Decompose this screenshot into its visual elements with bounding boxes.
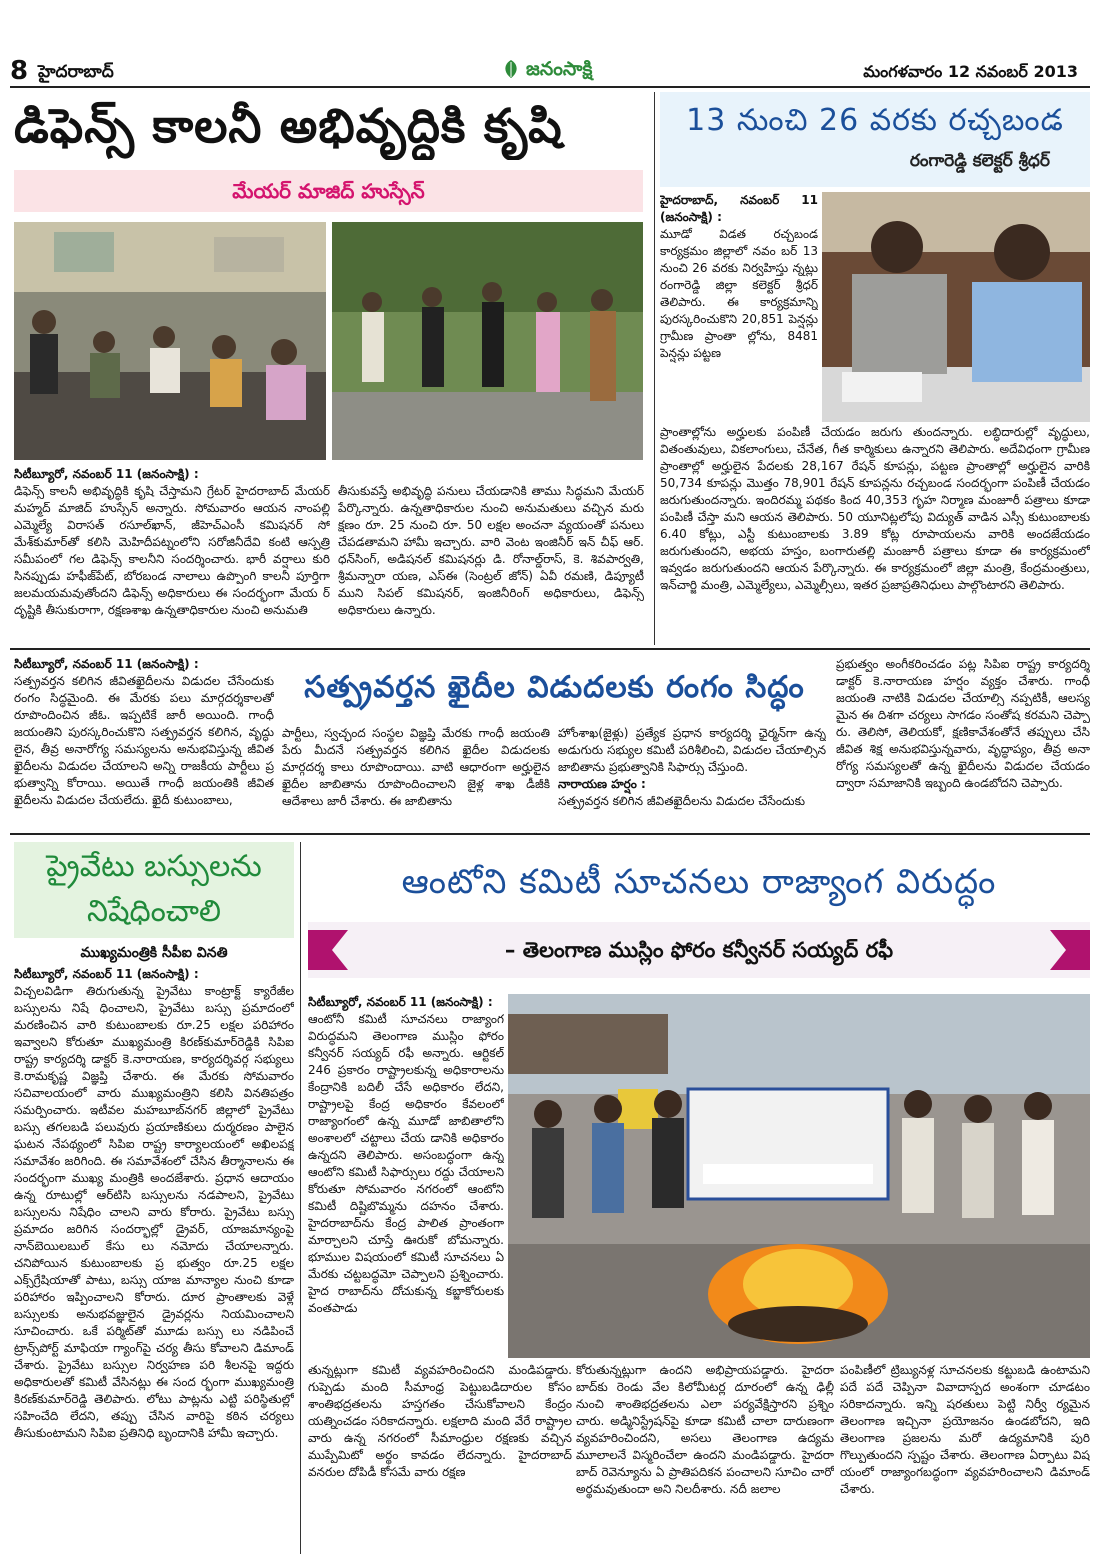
story1-subhead-band [14, 170, 643, 212]
story3-col2 [282, 725, 550, 825]
story1-col2 [338, 483, 644, 638]
story5-dateline: సిటీబ్యూరో, నవంబర్ 11 (జనంసాక్షి) : [308, 995, 493, 1009]
story1-photo-site-visit [332, 222, 643, 460]
leaf-icon [500, 58, 522, 80]
story3-col4 [836, 656, 1090, 826]
story2-body-narrow: మూడో విడత రచ్చబండ కార్యక్రమం జిల్లాలో నవం బర్ 13 నుంచి 26 వరకు నిర్వహిస్తు న్నట్లు రంగారెడ్డి జిల్లా కలెక్టర్ శ్రీధర్ తెలిపారు. ఈ కార్యక్రమాన్ని పురస్కరించుకొని 20,851 పెన్షన్లు గ్రామీణ ప్రాంతా ల్లోను, 8481 పెన్షన్లు పట్టణ [660, 227, 818, 360]
story3-body-col3b: సత్ప్రవర్తన కలిగిన జీవితఖైదీలను విడుదల చేసేందుకు [558, 794, 805, 808]
story3-headline: సత్ప్రవర్తన ఖైదీల విడుదలకు రంగం సిద్ధం [304, 670, 805, 705]
story2-photo-collector [822, 192, 1090, 422]
story4-headline-line1: ప్రైవేటు బస్సులను [46, 849, 262, 884]
story5-subhead-band [308, 922, 1090, 978]
city-name: హైదరాబాద్ [38, 62, 114, 82]
story2-header-band [660, 92, 1090, 187]
story4-col [14, 966, 294, 1552]
story1-subhead: మేయర్ మాజిద్ హుస్సేన్ [232, 179, 425, 203]
story2-wide-col [660, 424, 1090, 640]
story4-dateline: సిటీబ్యూరో, నవంబర్ 11 (జనంసాక్షి) : [14, 967, 199, 981]
story3-col1 [14, 656, 274, 826]
story4-box [14, 842, 294, 1552]
paper-name: జనంసాక్షి [526, 58, 593, 80]
story3-col3 [558, 725, 826, 825]
story1-body-col1: డిఫెన్స్ కాలనీ అభివృద్ధికి కృషి చేస్తామని గ్రేటర్ హైదరాబాద్ మేయర్ మహ్మద్ మాజిద్ హుస్సేన్ అన్నారు. సోమవారం ఆయన నాంపల్లి ఎమ్మెల్యే విరాసత్ రసూల్‌ఖాన్, జీహెచ్ఎంసీ కమిషనర్ సో మేశ్‌కుమార్‌తో కలిసి మెహిదీపట్నంలోని సరోజినీదేవి కంటి ఆస్పత్రి సమీపంలో గల డిఫెన్స్ కాలనీని సందర్శించారు. భారీ వర్షాలు కురి సినప్పుడు హఫీజ్‌పేట్, బోరబండ నాలాలు ఉప్పొంగి కాలనీ పూర్తిగా జలమయమవుతోందని డిఫెన్స్ అధికారులు ఈ సందర్భంగా మేయ ర్ దృష్టికి తీసుకురాగా, రక్షణశాఖ ఉన్నతాధికారుల నుంచి అనుమతి [14, 484, 330, 617]
story4-headline-line2: నిషేధించాలి [87, 894, 221, 929]
story5-subhead: – తెలంగాణ ముస్లిం ఫోరం కన్వీనర్ సయ్యద్ రఫీ [504, 938, 894, 962]
story2-headline: 13 నుంచి 26 వరకు రచ్చబండ [686, 103, 1064, 138]
story3-body-col1: సత్ప్రవర్తన కలిగిన జీవితఖైదీలను విడుదల చేసేందుకు రంగం సిద్ధమైంది. ఈ మేరకు పలు మార్గదర్శకాలతో రూపొందించిన జీఓ. ఇప్పటికే జారీ అయింది. గాంధీ జయంతిని పురస్కరించుకొని సత్ప్రవర్తన కలిగిన, వృద్ధు లైన, తీవ్ర అనారోగ్య సమస్యలను అనుభవిస్తున్న జీవిత ఖైదీలను విడుదల చేయాలని అన్ని రాజకీయ పార్టీలు ప్ర భుత్వాన్ని కోరాయి. అయితే గాంధీ జయంతికి జీవిత ఖైదీలను విడుదల చేయలేదు. ఖైదీ కుటుంబాలు, [14, 674, 274, 807]
story5-headline: ఆంటోని కమిటీ సూచనలు రాజ్యాంగ విరుద్ధం [401, 862, 997, 902]
ribbon-right-icon [1050, 930, 1090, 970]
masthead-rule [10, 86, 1090, 88]
story5-body-col1-top: ఆంటోనీ కమిటీ సూచనలు రాజ్యాంగ విరుద్ధమని తెలంగాణ ముస్లిం ఫోరం కన్వీనర్ సయ్యద్ రఫీ అన్నారు. ఆర్టికల్ 246 ప్రకారం రాష్ట్రాలకున్న అధికారాలను కేంద్రానికి బదిలీ చేసే అధికారం లేదని, రాష్ట్రాలపై కేంద్ర అధికారం కేవలంలో రాజ్యాంగంలో ఉన్న మూడో జాబితాలోని అంశాలలో చట్టాలు చేయ డానికి అధికారం ఉన్నదని తెలిపారు. అసంబద్ధంగా ఉన్న ఆంటోని కమిటీ సిఫార్సులు రద్దు చేయాలని కోరుతూ సోమవారం నగరంలో ఆంటోని కమిటీ దిష్టిబొమ్మను దహనం చేశారు. హైదరాబాద్‌ను కేంద్ర పాలిత ప్రాంతంగా మార్చాలని చూస్తే ఊరుకో బోమన్నారు. భూముల విషయంలో కమిటీ సూచనలు ఏ మేరకు చట్టబద్ధమో చెప్పాలని ప్రశ్నించారు. హైద రాబాద్‌ను దోచుకున్న కబ్జాకోరులకు వంతపాడు [308, 1012, 504, 1315]
story3-body-col2: పార్టీలు, స్వచ్ఛంద సంస్థల విజ్ఞప్తి మేరకు గాంధీ జయంతి పేరు మీదనే సత్ప్రవర్తన కలిగిన ఖైదీల విడుదలకు మార్గదర్శ కాలు రూపొందాయి. వాటి ఆధారంగా అర్హులైన ఖైదీల జాబితాను రూపొందించాలని జైళ్ల శాఖ డీజీకి ఆదేశాలు జారీ చేశారు. ఈ జాబితాను [282, 726, 550, 808]
section-rule-1 [10, 648, 1090, 650]
story1-col1 [14, 466, 330, 638]
story3-dateline: సిటీబ్యూరో, నవంబర్ 11 (జనంసాక్షి) : [14, 657, 199, 671]
story4-subhead: ముఖ్యమంత్రికి సీపీఐ వినతి [80, 945, 228, 961]
story1-headline: డిఫెన్స్ కాలనీ అభివృద్ధికి కృషి [14, 99, 563, 154]
story5-col2 [576, 1362, 834, 1552]
masthead [10, 58, 1090, 88]
column-rule-bottom [300, 842, 301, 1554]
story5-photo-protest [508, 994, 1090, 1358]
story2-subhead: రంగారెడ్డి కలెక్టర్ శ్రీధర్ [909, 151, 1050, 171]
story3-body-col3a: హోంశాఖ(జైళ్లు) ప్రత్యేక ప్రధాన కార్యదర్శి ఛైర్మన్‌గా ఉన్న అడుగురు సభ్యుల కమిటీ పరిశీలించి, విడుదల చేయాల్సిన జాబితాను ప్రభుత్వానికి సిఫార్సు చేస్తుంది. [558, 726, 826, 774]
story1-dateline: సిటీబ్యూరో, నవంబర్ 11 (జనంసాక్షి) : [14, 467, 199, 481]
story1-body-col2: తీసుకువస్తే అభివృద్ధి పనులు చేయడానికి తాము సిద్ధమని మేయర్ పేర్కొన్నారు. ఉన్నతాధికారుల నుంచి అనుమతులు వచ్చిన మరు క్షణం రూ. 25 నుంచి రూ. 50 లక్షల అంచనా వ్యయంతో పనులు చేపడతామని హామీ ఇచ్చారు. వారి వెంట ఇంజినీర్ ఇన్ చీఫ్ ఆర్. ధన్‌సింగ్, అడిషనల్ కమిషనర్లు డి. రోనాల్డ్‌రాస్, కె. శివపార్వతి, శ్రీమన్నారా యణ, ఎస్ఈ (సెంట్రల్ జోన్) ఏవీ రమణి, డిప్యూటీ ముని సిపల్ కమిషనర్, ఇంజినీరింగ్ అధికారులు, డిఫెన్స్ అధికారులు ఉన్నారు. [338, 484, 644, 617]
story2-narrow-col [660, 192, 818, 420]
masthead-logo [500, 56, 650, 84]
story5-col3 [840, 1362, 1090, 1552]
story5-col1-bottom [308, 1362, 572, 1552]
story1-photo-meeting [14, 222, 326, 460]
story4-body: విచ్చలవిడిగా తిరుగుతున్న ప్రైవేటు కాంట్రాక్ట్ క్యారేజీల బస్సులను నిషే ధించాలని, ప్రైవేటు బస్సు ప్రమాదంలో మరణించిన వారి కుటుంబాలకు రూ.25 లక్షల పరిహారం ఇవ్వాలని కోరుతూ ముఖ్యమంత్రి కిరణ్‌కుమార్‌రెడ్డికి సిపిఐ రాష్ట్ర కార్యదర్శి డాక్టర్ కె.నారాయణ, కార్యదర్శివర్గ సభ్యులు కె.రామకృష్ణ విజ్ఞప్తి చేశారు. ఈ మేరకు సోమవారం సచివాలయంలో వారు ముఖ్యమంత్రిని కలిసి వినతిపత్రం సమర్పించారు. ఇటీవల మహబూబ్‌నగర్ జిల్లాలో ప్రైవేటు బస్సు తగలబడి పలువురు ప్రయాణికులు దుర్మరణం పాలైన ఘటన నేపథ్యంలో సిపిఐ రాష్ట్ర కార్యాలయంలో అఖిలపక్ష సమావేశం జరిగింది. ఈ సమావేశంలో చేసిన తీర్మానాలను ఈ సందర్భంగా ముఖ్య మంత్రికి అందజేశారు. ప్రధాన ఆదాయం ఉన్న రూటుల్లో ఆర్‌టిసి బస్సులను నడపాలని, ప్రైవేటు బస్సులను నిషేధిం చాలని వారు కోరారు. ప్రైవేటు బస్సు ప్రమాదం జరిగిన సందర్భాల్లో డ్రైవర్, యాజమాన్యంపై నాన్‌బెయిలబుల్ కేసు లు నమోదు చేయాలన్నారు. చనిపోయిన కుటుంబాలకు ప్ర భుత్వం రూ.25 లక్షల ఎక్స్‌గ్రేషియాతో పాటు, బస్సు యాజ మాన్యాల నుంచి కూడా పరిహారం ఇప్పించాలని కోరారు. దూర ప్రాంతాలకు వెళ్లే బస్సులకు అనుభవజ్ఞులైన డ్రైవర్లను నియమించాలని సూచించారు. ఒకే పర్మిట్‌తో మూడు బస్సు లు నడిపించే ట్రాన్స్‌పోర్ట్ మాఫియా గ్యాంగ్‌పై చర్య తీసు కోవాలని డిమాండ్ చేశారు. ప్రైవేటు బస్సుల నిర్వహణ పరి శీలనపై ఇద్దరు అధికారులతో కమిటీ వేసినట్లు ఈ సంద ర్భంగా ముఖ్యమంత్రి కిరణ్‌కుమార్‌రెడ్డి తెలిపారు. లోటు పాట్లను ఎట్టి పరిస్థితుల్లో సహించేది లేదని, తప్పు చేసిన వారిపై కఠిన చర్యలు తీసుకుంటామని సిపిఐ ప్రతినిధి బృందానికి హామీ ఇచ్చారు. [14, 984, 294, 1440]
story5-body-col2: కోరుతున్నట్లుగా ఉందని అభిప్రాయపడ్డారు. హైదరా బాద్‌కు రెండు వేల కిలోమీటర్ల దూరంలో ఉన్న ఢిల్లీ నుంచి శాంతిభద్రతలను ఎలా పర్యవేక్షిస్తారని ప్రశ్నిం చారు. అడ్మినిస్ట్రేషన్‌పై కూడా కమిటీ చాలా దారుణంగా వ్యవహరించిందని, అసలు తెలంగాణ ఉద్యమ మూలాలనే విస్మరించేలా ఉందని మండిపడ్డారు. హైదరా బాద్ రెవెన్యూను ఏ ప్రాతిపదికన పంచాలని సూచిం చారో అర్థమవుతుందా అని నిలదీశారు. నదీ జలాల [576, 1363, 834, 1496]
story3-body-col4: ప్రభుత్వం అంగీకరించడం పట్ల సిపిఐ రాష్ట్ర కార్యదర్శి డాక్టర్ కె.నారాయణ హర్షం వ్యక్తం చేశారు. గాంధీ జయంతి నాటికి విడుదల చేయాల్సి నప్పటికీ, ఆలస్య మైన ఈ దిశగా చర్యలు సాగడం సంతోష కరమని చెప్పా రు. తెలిసో, తెలియకో, క్షణికావేశంతోనే తప్పులు చేసి జీవిత శిక్ష అనుభవిస్తున్నవారు, వృద్ధాప్యం, తీవ్ర అనా రోగ్య సమస్యలతో ఉన్న ఖైదీలను విడుదల చేయడం ద్వారా సమాజానికి ఇబ్బంది ఉండబోదని చెప్పారు. [836, 657, 1090, 790]
ribbon-left-icon [308, 930, 348, 970]
story5-body-col3: పంపిణీలో ట్రిబ్యునళ్ల సూచనలకు కట్టుబడి ఉంటామని పదే పదే చెప్పినా వివాదాస్పద అంశంగా చూడటం సరికాదన్నారు. ఇన్ని షరతులు పెట్టి నిర్వీ ర్యమైన తెలంగాణ ఇచ్చినా ప్రయోజనం ఉండబోదని, ఇది తెలంగాణ ప్రజలను మరో ఉద్యమానికి పురి గొల్పుతుందని స్పష్టం చేశారు. తెలంగాణ ఏర్పాటు విష యంలో రాజ్యాంగబద్ధంగా వ్యవహరించాలని డిమాండ్ చేశారు. [840, 1363, 1090, 1496]
column-rule-top [654, 92, 655, 645]
section-rule-2 [10, 833, 1090, 835]
story5-col1-top [308, 994, 504, 1360]
story2-dateline: హైదరాబాద్, నవంబర్ 11 (జనంసాక్షి) : [660, 193, 818, 224]
story4-header-band [14, 842, 294, 938]
story3-col3-subhead: నారాయణ హర్షం : [558, 777, 646, 791]
story2-body-wide: ప్రాంతాల్లోను అర్హులకు పంపిణీ చేయడం జరుగు తుందన్నారు. లబ్ధిదారుల్లో వృద్ధులు, వితంతువులు, వికలాంగులు, చేనేత, గీత కార్మికులు ఉన్నారని తెలిపారు. అదేవిధంగా గ్రామీణ ప్రాంతాల్లో అర్హులైన పేదలకు 28,167 రేషన్ కూపన్లు, పట్టణ ప్రాంతాల్లో అర్హులైన వారికి 50,734 కూపన్లు మొత్తం 78,901 రేషన్ కూపన్లను రచ్చబండ సందర్భంగా పంపిణీ చేయడం జరుగుతుందన్నారు. ఇందిరమ్మ పథకం కింద 40,353 గృహ నిర్మాణ మంజూరీ పత్రాలు కూడా పంపిణీ చేస్తా మని ఆయన తెలిపారు. 50 యూనిట్లలోపు విద్యుత్ వాడిన ఎస్సీ కుటుంబాలకు 6.40 కోట్లు, ఎస్టీ కుటుంబాలకు 3.89 కోట్ల రూపాయలను వారికి అందజేయడం జరుగుతుందని, అభయ హస్తం, బంగారుతల్లి మంజూరీ పత్రాలు కూడా ఈ కార్యక్రమంలో ఇవ్వడం జరుగుతుందని ఆయన పేర్కొన్నారు. ఈ కార్యక్రమంలో జిల్లా మంత్రి, కేంద్రమంత్రులు, ఇన్‌చార్జి మంత్రి, ఎమ్మెల్యేలు, ఎమ్మెల్సీలు, ఇతర ప్రజాప్రతినిధులు పాల్గొంటారని తెలిపారు. [660, 425, 1090, 592]
page-date: మంగళవారం 12 నవంబర్ 2013 [863, 62, 1078, 81]
story5-body-col1-bottom: తున్నట్లుగా కమిటీ వ్యవహరించిందని మండిపడ్డారు. గుప్పెడు మంది సీమాంధ్ర పెట్టుబడిదారుల కోసం శాంతిభద్రతలను హస్తగతం చేసుకోవాలని కేంద్రం యత్నించడం సరికాదన్నారు. లక్షలాది మంది వేరే రాష్ట్రాల వారు ఉన్న నగరంలో సీమాంధ్రుల రక్షణకు వచ్చిన ముప్పేమిటో అర్థం కావడం లేదన్నారు. హైదరాబాద్ వనరుల దోపిడీ కోసమే వారు రక్షణ [308, 1363, 572, 1479]
page-number: 8 [10, 56, 29, 86]
